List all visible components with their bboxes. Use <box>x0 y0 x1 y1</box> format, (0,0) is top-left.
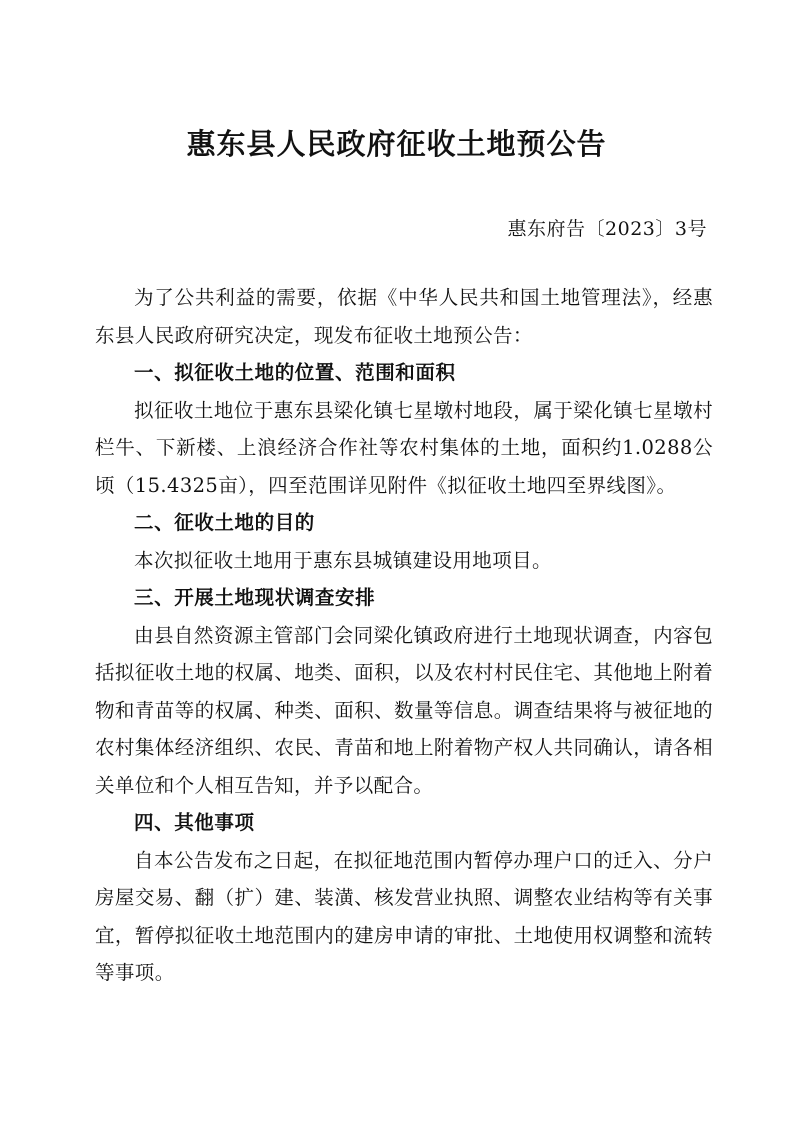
section-body-survey: 由县自然资源主管部门会同梁化镇政府进行土地现状调查，内容包括拟征收土地的权属、地类、面积，以及农村村民住宅、其他地上附着物和青苗等的权属、种类、面积、数量等信息。调查结果将与被征地的农村集体经济组织、农民、青苗和地上附着物产权人共同确认，请各相关单位和个人相互告知，并予以配合。 <box>95 623 713 797</box>
intro-paragraph: 为了公共利益的需要，依据《中华人民共和国土地管理法》，经惠东县人民政府研究决定，现发布征收土地预公告： <box>95 286 713 347</box>
section-body-purpose: 本次拟征收土地用于惠东县城镇建设用地项目。 <box>134 548 552 572</box>
section-heading-purpose: 二、征收土地的目的 <box>134 511 315 534</box>
section-body-location: 拟征收土地位于惠东县梁化镇七星墩村地段，属于梁化镇七星墩村栏牛、下新楼、上浪经济合作社等农村集体的土地，面积约1.0288公顷（15.4325亩），四至范围详见附件《拟征收土地四至界线图》。 <box>95 398 713 497</box>
document-title: 惠东县人民政府征收土地预公告 <box>186 127 607 161</box>
section-heading-location: 一、拟征收土地的位置、范围和面积 <box>134 361 456 384</box>
section-heading-survey: 三、开展土地现状调查安排 <box>134 586 376 609</box>
document-body <box>95 279 713 992</box>
document-number: 惠东府告〔2023〕3号 <box>507 218 707 240</box>
section-body-other: 自本公告发布之日起，在拟征地范围内暂停办理户口的迁入、分户房屋交易、翻（扩）建、装潢、核发营业执照、调整农业结构等有关事宜，暂停拟征收土地范围内的建房申请的审批、土地使用权调整和流转等事项。 <box>95 848 713 984</box>
section-heading-other: 四、其他事项 <box>134 811 255 834</box>
